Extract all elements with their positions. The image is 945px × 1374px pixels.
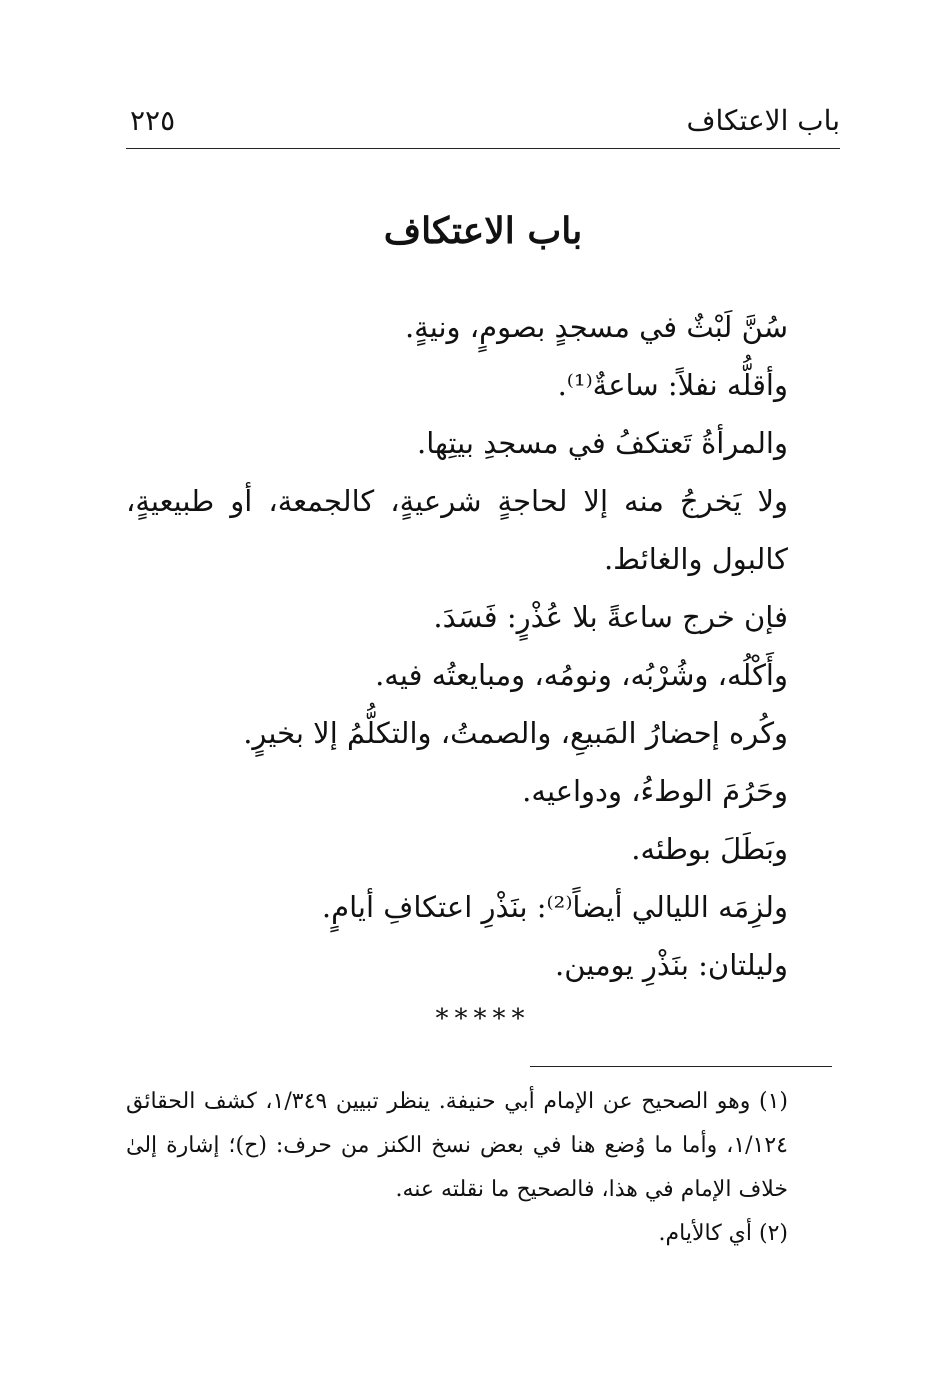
paragraph: سُنَّ لَبْثٌ في مسجدٍ بصومٍ، ونيةٍ. (404, 310, 788, 344)
paragraph: وكُره إحضارُ المَبيعِ، والصمتُ، والتكلُّمُ إلا بخيرٍ. (243, 716, 788, 750)
footnote: (١) وهو الصحيح عن الإمام أبي حنيفة. ينظر تبيين ١/٣٤٩، كشف الحقائق ١/١٢٤، وأما ما وُضع هنا في بعض نسخ الكنز من حرف: (ح)؛ إشارة إلىٰ خلاف الإمام في هذا، فالصحيح ما نقلته عنه. (126, 1089, 789, 1202)
paragraph: وبَطَلَ بوطئه. (631, 832, 788, 866)
section-separator: ***** (435, 1004, 531, 1034)
chapter-title: باب الاعتكاف (383, 210, 583, 252)
running-header (126, 100, 840, 149)
paragraph: فإن خرج ساعةً بلا عُذْرٍ: فَسَدَ. (433, 600, 788, 634)
paragraph: وحَرُمَ الوطءُ، ودواعيه. (522, 774, 788, 808)
paragraph: وأَكْلُه، وشُرْبُه، ونومُه، ومبايعتُه فيه. (375, 658, 788, 692)
running-title: باب الاعتكاف (686, 104, 840, 137)
paragraph: وليلتان: بنَذْرِ يومين. (555, 948, 788, 982)
body-text (126, 298, 840, 994)
paragraph: ولزِمَه الليالي أيضاً⁽²⁾: بنَذْرِ اعتكافِ أيامٍ. (321, 890, 788, 924)
paragraph: ولا يَخرجُ منه إلا لحاجةٍ شرعيةٍ، كالجمعة، أو طبيعيةٍ، كالبول والغائط. (126, 484, 788, 576)
footnote: (٢) أي كالأيام. (658, 1221, 788, 1246)
page-number: ٢٢٥ (130, 104, 176, 137)
paragraph: وأقلُّه نفلاً: ساعةٌ⁽¹⁾. (557, 368, 788, 402)
footnote-divider (530, 1066, 832, 1067)
footnotes (126, 1080, 836, 1256)
paragraph: والمرأةُ تَعتكفُ في مسجدِ بيتِها. (416, 426, 788, 460)
